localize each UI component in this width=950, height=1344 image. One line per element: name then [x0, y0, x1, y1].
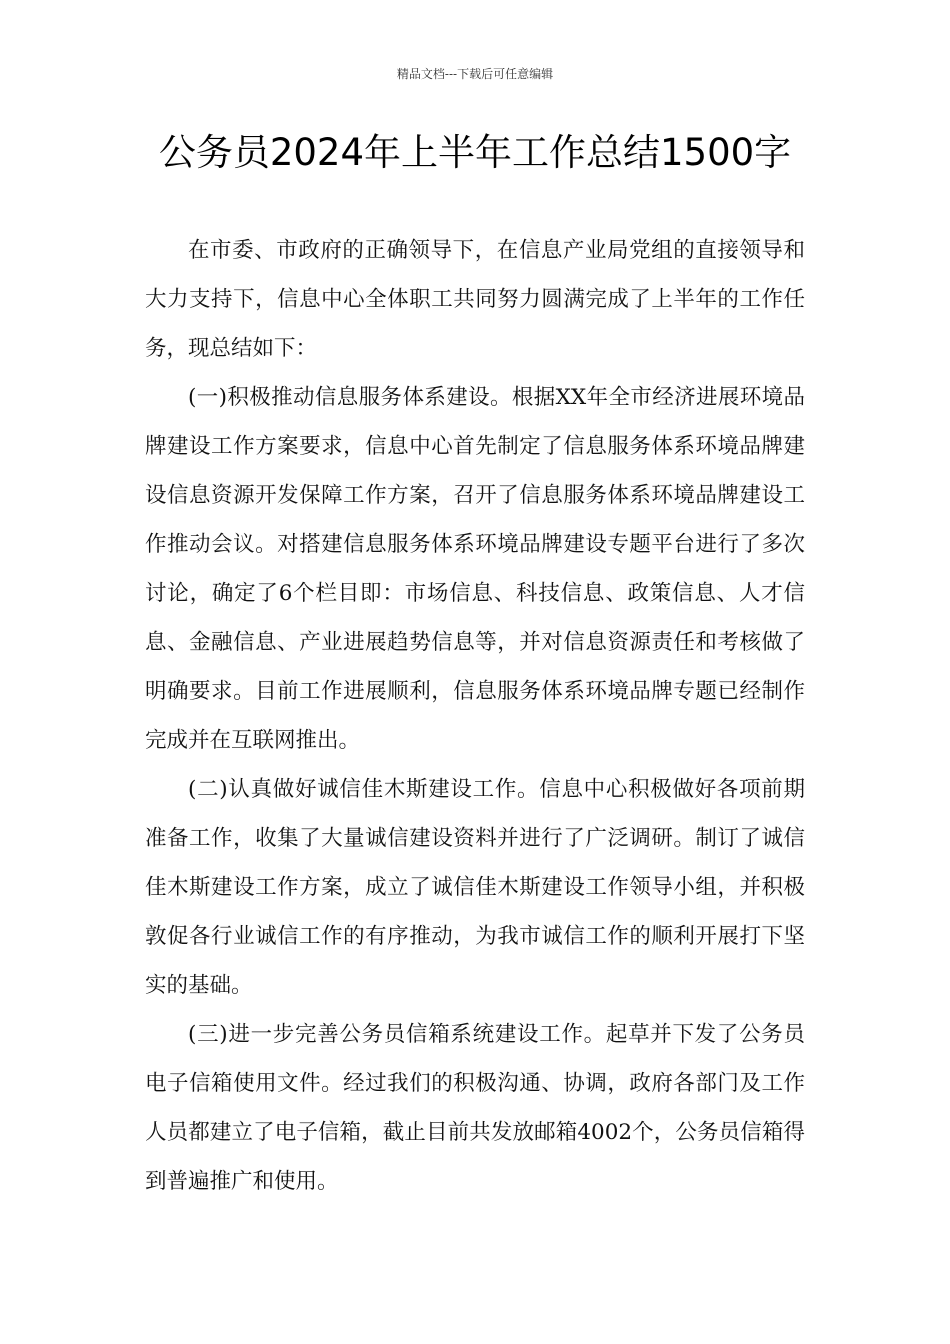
header-note: 精品文档---下载后可任意编辑 — [396, 67, 554, 81]
paragraph-section-1: (一)积极推动信息服务体系建设。根据XX年全市经济进展环境品牌建设工作方案要求，信息中心首先制定了信息服务体系环境品牌建设信息资源开发保障工作方案，召开了信息服务体系环境品牌建设工作推动会议。对搭建信息服务体系环境品牌建设专题平台进行了多次讨论，确定了6个栏目即：市场信息、科技信息、政策信息、人才信息、金融信息、产业进展趋势信息等，并对信息资源责任和考核做了明确要求。目前工作进展顺利，信息服务体系环境品牌专题已经制作完成并在互联网推出。 — [145, 385, 805, 753]
paragraph-intro: 在市委、市政府的正确领导下，在信息产业局党组的直接领导和大力支持下，信息中心全体职工共同努力圆满完成了上半年的工作任务，现总结如下： — [145, 238, 805, 361]
paragraph-section-3: (三)进一步完善公务员信箱系统建设工作。起草并下发了公务员电子信箱使用文件。经过我们的积极沟通、协调，政府各部门及工作人员都建立了电子信箱，截止目前共发放邮箱4002个，公务员信箱得到普遍推广和使用。 — [145, 1022, 805, 1194]
document-title: 公务员2024年上半年工作总结1500字 — [158, 131, 792, 174]
paragraph-section-2: (二)认真做好诚信佳木斯建设工作。信息中心积极做好各项前期准备工作，收集了大量诚信建设资料并进行了广泛调研。制订了诚信佳木斯建设工作方案，成立了诚信佳木斯建设工作领导小组，并积极敦促各行业诚信工作的有序推动，为我市诚信工作的顺利开展打下坚实的基础。 — [145, 777, 805, 998]
document-body — [145, 226, 805, 1206]
